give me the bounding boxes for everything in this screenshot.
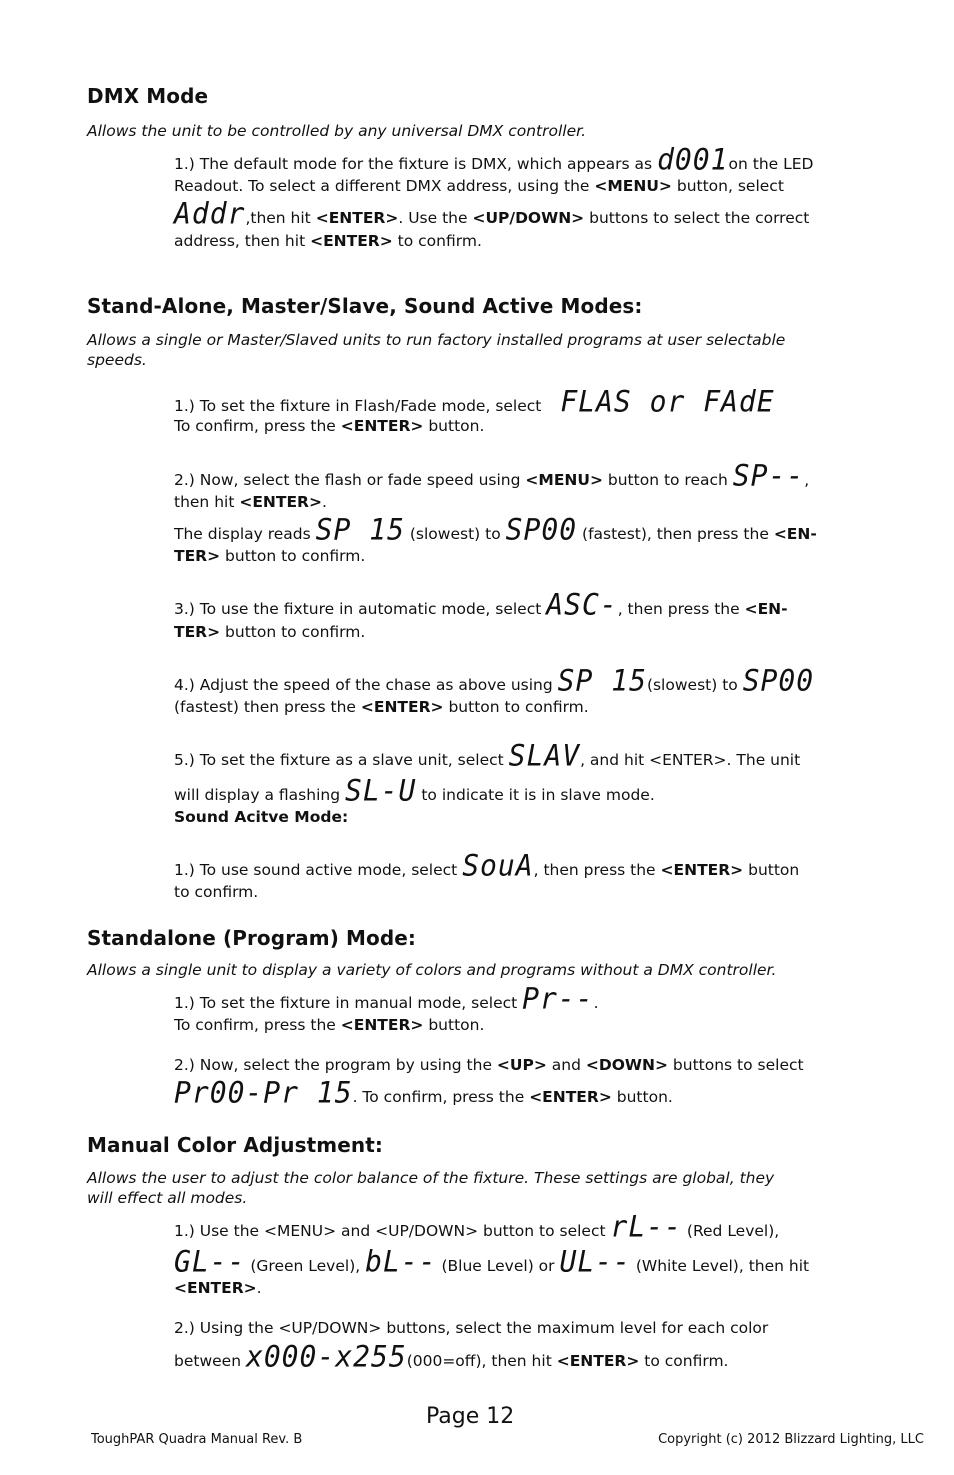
page-number: Page 12 [426, 1404, 515, 1429]
text: to confirm. [397, 232, 482, 250]
enter-label: <ENTER> [174, 1279, 257, 1297]
text: . Use the [398, 209, 468, 227]
enter-label-part1: <EN- [773, 525, 817, 543]
led-ul: UL-- [559, 1244, 631, 1279]
enter-label-part2: TER> [174, 623, 221, 641]
text: , then press the [533, 861, 656, 879]
led-pr00-pr15: Pr00-Pr 15 [174, 1075, 353, 1110]
led-flas-fade: FLAS or FAdE [560, 384, 775, 419]
sa-step1-line1 [174, 384, 775, 419]
manual-step1-line3 [174, 1279, 262, 1297]
led-sp00: SP00 [505, 512, 578, 547]
sa-step2-line1 [174, 458, 810, 493]
sa-step1-line2 [174, 417, 484, 435]
text: button to confirm. [225, 623, 366, 641]
text: 3.) To use the fixture in automatic mode, select [174, 600, 542, 618]
program-step1-line2 [174, 1016, 484, 1034]
sound-active-heading: Sound Acitve Mode: [174, 808, 349, 826]
text: buttons to select [672, 1056, 804, 1074]
enter-label: <ENTER> [360, 698, 444, 716]
dmx-step1-line3 [174, 196, 810, 231]
manual-step1-line1 [174, 1209, 780, 1244]
text: button to confirm. [448, 698, 589, 716]
text: and [551, 1056, 581, 1074]
program-step2-line1 [174, 1056, 804, 1074]
text: to indicate it is in slave mode. [421, 786, 655, 804]
menu-label: <MENU> [525, 471, 603, 489]
text: 2.) Now, select the program by using the [174, 1056, 492, 1074]
text: . To confirm, press the [352, 1088, 525, 1106]
manual-step2-line1: 2.) Using the <UP/DOWN> buttons, select the maximum level for each color [174, 1319, 769, 1337]
down-label: <DOWN> [585, 1056, 668, 1074]
standalone-heading: Stand-Alone, Master/Slave, Sound Active Modes: [87, 294, 643, 318]
led-x000-x255: x000-x255 [245, 1339, 407, 1374]
sa-step5-line2 [174, 773, 655, 808]
text: will display a flashing [174, 786, 341, 804]
standalone-subtitle-1: Allows a single or Master/Slaved units to run factory installed programs at user selectable [87, 331, 786, 349]
standalone-subtitle-2: speeds. [87, 351, 147, 369]
text: button. [428, 1016, 485, 1034]
text: (fastest) then press the [174, 698, 356, 716]
sa-step5-line1 [174, 738, 801, 773]
text: (Green Level), [250, 1257, 361, 1275]
text: between [174, 1352, 242, 1370]
text: . [256, 1279, 262, 1297]
dmx-step1-line2 [174, 177, 784, 195]
led-d001: d001 [657, 142, 729, 177]
text: . [321, 493, 327, 511]
led-addr: Addr [174, 196, 246, 231]
dmx-subtitle: Allows the unit to be controlled by any universal DMX controller. [87, 122, 587, 140]
sound-step1-line2: to confirm. [174, 883, 259, 901]
text: . [593, 994, 599, 1012]
footer-copyright: Copyright (c) 2012 Blizzard Lighting, LLC [658, 1432, 924, 1447]
text: 4.) Adjust the speed of the chase as above using [174, 676, 553, 694]
sa-step2-line4 [174, 547, 365, 565]
led-sp15: SP 15 [557, 663, 647, 698]
sa-step2-line2 [174, 493, 327, 511]
text: , then press the [617, 600, 740, 618]
text: 1.) Use the <MENU> and <UP/DOWN> button to select [174, 1222, 606, 1240]
text: 5.) To set the fixture as a slave unit, select [174, 751, 504, 769]
enter-label: <ENTER> [315, 209, 399, 227]
program-subtitle: Allows a single unit to display a variety of colors and programs without a DMX controller. [87, 961, 777, 979]
led-asc: ASC- [546, 587, 618, 622]
text: address, then hit [174, 232, 306, 250]
text: 1.) The default mode for the fixture is DMX, which appears as [174, 155, 653, 173]
enter-label: <ENTER> [660, 861, 744, 879]
enter-label: <ENTER> [340, 1016, 424, 1034]
text: (000=off), then hit [406, 1352, 552, 1370]
enter-label: <ENTER> [556, 1352, 640, 1370]
text: Readout. To select a different DMX address, using the [174, 177, 590, 195]
led-rl: rL-- [610, 1209, 682, 1244]
text: (Red Level), [686, 1222, 780, 1240]
enter-label-part2: TER> [174, 547, 221, 565]
enter-label: <ENTER> [340, 417, 424, 435]
text: button. [428, 417, 485, 435]
text: button, select [676, 177, 784, 195]
text: buttons to select the correct [589, 209, 810, 227]
text: The display reads [174, 525, 311, 543]
led-sp: SP-- [732, 458, 805, 493]
enter-label: <ENTER> [239, 493, 322, 511]
led-sp15: SP 15 [315, 512, 405, 547]
text: button to confirm. [225, 547, 366, 565]
sa-step2-line3 [174, 512, 817, 547]
up-label: <UP> [496, 1056, 547, 1074]
sa-step3-line1 [174, 587, 788, 622]
footer-manual-title: ToughPAR Quadra Manual Rev. B [91, 1432, 303, 1447]
program-step1-line1 [174, 981, 599, 1016]
manual-step1-line2 [174, 1244, 810, 1279]
text: 1.) To set the fixture in manual mode, select [174, 994, 518, 1012]
text: , and hit <ENTER>. The unit [580, 751, 801, 769]
sa-step3-line2 [174, 623, 365, 641]
manual-subtitle-1: Allows the user to adjust the color balance of the fixture. These settings are global, they [87, 1169, 775, 1187]
program-heading: Standalone (Program) Mode: [87, 926, 417, 950]
manual-subtitle-2: will effect all modes. [87, 1189, 248, 1207]
led-sp00: SP00 [742, 663, 815, 698]
text: button to reach [607, 471, 728, 489]
text: To confirm, press the [174, 1016, 336, 1034]
sa-step4-line1 [174, 663, 815, 698]
dmx-step1-line4 [174, 232, 482, 250]
text: 1.) To use sound active mode, select [174, 861, 458, 879]
manual-heading: Manual Color Adjustment: [87, 1133, 383, 1157]
text: (slowest) to [409, 525, 501, 543]
text: , [804, 471, 810, 489]
led-soua: SouA [462, 848, 534, 883]
manual-step2-line2 [174, 1339, 729, 1374]
text: (White Level), then hit [635, 1257, 810, 1275]
text: (fastest), then press the [582, 525, 769, 543]
text: 1.) To set the fixture in Flash/Fade mode, select [174, 397, 542, 415]
sa-step4-line2 [174, 698, 589, 716]
text: then hit [174, 493, 235, 511]
dmx-heading: DMX Mode [87, 84, 209, 108]
led-slav: SLAV [508, 738, 581, 773]
menu-label: <MENU> [594, 177, 672, 195]
text: ,then hit [245, 209, 311, 227]
updown-label: <UP/DOWN> [472, 209, 585, 227]
led-bl: bL-- [365, 1244, 437, 1279]
sound-step1-line1 [174, 848, 800, 883]
enter-label-part1: <EN- [744, 600, 788, 618]
text: 2.) Now, select the flash or fade speed using [174, 471, 521, 489]
enter-label: <ENTER> [310, 232, 393, 250]
text: To confirm, press the [174, 417, 336, 435]
led-pr: Pr-- [522, 981, 594, 1016]
text: on the LED [728, 155, 814, 173]
text: button [748, 861, 800, 879]
text: (Blue Level) or [441, 1257, 555, 1275]
text: to confirm. [644, 1352, 729, 1370]
enter-label: <ENTER> [529, 1088, 612, 1106]
text: button. [616, 1088, 673, 1106]
program-step2-line2 [174, 1075, 673, 1110]
led-sl-u: SL-U [344, 773, 417, 808]
led-gl: GL-- [174, 1244, 246, 1279]
text: (slowest) to [646, 676, 738, 694]
dmx-step1-line1 [174, 142, 814, 177]
